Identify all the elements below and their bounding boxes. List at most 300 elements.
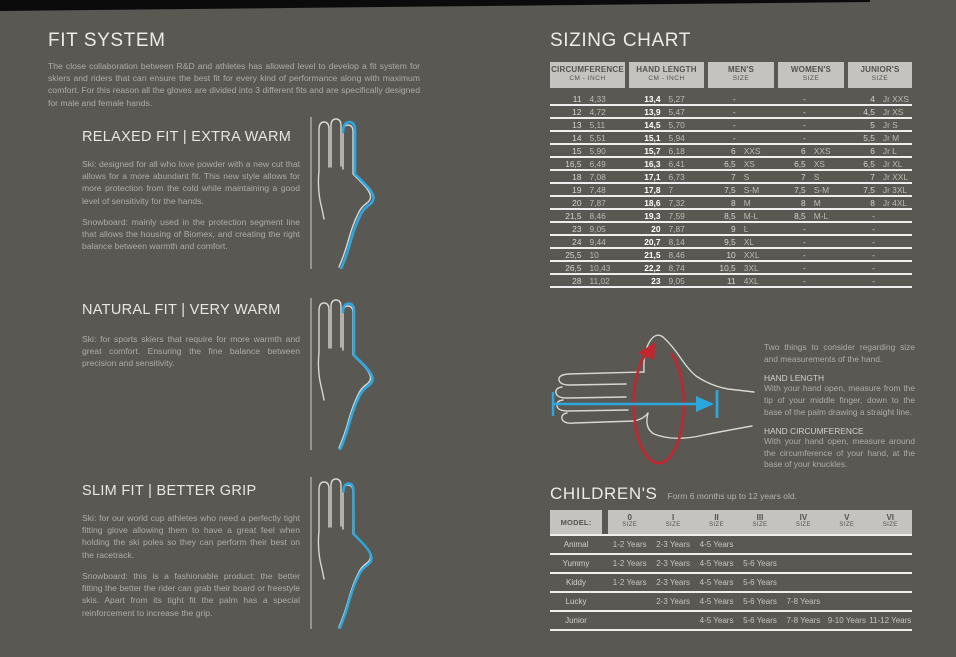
mens-size-cell xyxy=(708,171,774,182)
circumference-cell xyxy=(550,171,625,182)
circumference-cell xyxy=(550,184,625,195)
cell-label: 7 xyxy=(668,184,674,195)
cell-label: S xyxy=(813,171,820,182)
hand-length-cell xyxy=(629,262,704,273)
cell-label: XXS xyxy=(813,145,831,156)
natural-fit-ski-text: Ski: for sports skiers that require for more warmth and great comfort. Ensuring the fine balance between precision and sensitivity. xyxy=(82,334,300,369)
circumference-cell xyxy=(550,223,625,234)
mens-size-cell xyxy=(708,132,774,143)
sizing-table-row xyxy=(550,210,912,223)
header-size-column xyxy=(608,510,651,534)
juniors-size-cell xyxy=(848,106,912,117)
cell-value: 6 xyxy=(870,145,875,156)
model-name: Animal xyxy=(563,540,589,549)
age-range-cell xyxy=(869,578,912,587)
womens-size-cell xyxy=(778,223,844,234)
cell-label: 9,44 xyxy=(589,236,606,247)
cell-value: - xyxy=(732,106,736,117)
hand-circumference-arrow-icon xyxy=(634,342,684,463)
cell-value: - xyxy=(872,223,875,234)
cell-value: - xyxy=(872,262,875,273)
size-column-numeral: IV xyxy=(799,513,808,522)
circumference-cell xyxy=(550,275,625,286)
cell-value: 8,5 xyxy=(724,210,736,221)
womens-size-cell xyxy=(778,93,844,104)
mens-size-cell xyxy=(708,223,774,234)
age-range-cell: 1-2 Years xyxy=(612,559,647,568)
mens-size-cell xyxy=(708,106,774,117)
cell-value: - xyxy=(802,249,806,260)
childrens-table-row xyxy=(550,555,912,574)
cell-label: 7,87 xyxy=(589,197,606,208)
cell-value: 18 xyxy=(572,171,582,182)
cell-value: 7,5 xyxy=(724,184,736,195)
slim-fit-hand-icon xyxy=(305,477,377,629)
hand-length-cell xyxy=(629,171,704,182)
cell-label: XXS xyxy=(743,145,761,156)
cell-value: - xyxy=(802,93,806,104)
size-column-sub: SIZE xyxy=(752,522,768,528)
age-range-cell: 4-5 Years xyxy=(699,597,734,606)
juniors-size-cell xyxy=(848,210,912,221)
age-range-cell: 4-5 Years xyxy=(699,616,734,625)
cell-label: S xyxy=(743,171,750,182)
womens-size-cell xyxy=(778,262,844,273)
cell-value: 8,5 xyxy=(794,210,806,221)
cell-label: 9,05 xyxy=(668,275,685,286)
childrens-heading-row xyxy=(550,484,797,504)
cell-value: 9,5 xyxy=(724,236,736,247)
cell-value: 20 xyxy=(651,223,661,234)
header-size-column xyxy=(825,510,868,534)
cell-label: 4,33 xyxy=(589,93,606,104)
age-range-cell xyxy=(869,597,912,606)
cell-value: 21,5 xyxy=(644,249,661,260)
age-range-cell xyxy=(782,540,825,549)
header-hand-length: HAND LENGTH CM - INCH xyxy=(629,62,704,88)
cell-value: 8 xyxy=(870,197,875,208)
hand-length-cell xyxy=(629,236,704,247)
cell-label: Jr XS xyxy=(882,106,904,117)
sizing-table-row xyxy=(550,171,912,184)
cell-label: 11,02 xyxy=(589,275,610,286)
cell-value: 7 xyxy=(731,171,736,182)
size-column-sub: SIZE xyxy=(622,522,638,528)
mens-size-cell xyxy=(708,197,774,208)
age-range-cell: 9-10 Years xyxy=(827,616,866,625)
cell-label: 5,90 xyxy=(589,145,606,156)
cell-value: - xyxy=(802,262,806,273)
age-range-cell: 2-3 Years xyxy=(656,559,691,568)
cell-value: 24 xyxy=(572,236,582,247)
cell-label: 9,05 xyxy=(589,223,606,234)
cell-label: Jr XXS xyxy=(882,93,909,104)
cell-label: 7,08 xyxy=(589,171,606,182)
cell-label: 5,27 xyxy=(668,93,685,104)
sizing-table-header xyxy=(550,62,912,88)
cell-value: 23 xyxy=(572,223,582,234)
juniors-size-cell xyxy=(848,249,912,260)
model-name: Kiddy xyxy=(565,578,586,587)
cell-label: 4,72 xyxy=(589,106,606,117)
cell-label: XXL xyxy=(743,249,760,260)
hand-length-cell xyxy=(629,93,704,104)
womens-size-cell xyxy=(778,210,844,221)
cell-value: 25,5 xyxy=(565,249,582,260)
juniors-size-cell xyxy=(848,275,912,286)
size-column-numeral: 0 xyxy=(627,513,632,522)
cell-value: 22,2 xyxy=(644,262,661,273)
age-range-cell xyxy=(782,559,825,568)
hand-length-cell xyxy=(629,249,704,260)
cell-value: 6 xyxy=(731,145,736,156)
cell-label: 5,94 xyxy=(668,132,685,143)
cell-value: 15 xyxy=(572,145,582,156)
cell-value: 14,5 xyxy=(644,119,661,130)
hand-length-cell xyxy=(629,184,704,195)
age-range-cell xyxy=(825,597,868,606)
hand-length-cell xyxy=(629,223,704,234)
cell-label: M-L xyxy=(743,210,759,221)
cell-label: 6,49 xyxy=(589,158,606,169)
cell-value: 13 xyxy=(572,119,582,130)
circumference-cell xyxy=(550,93,625,104)
childrens-table-header xyxy=(550,510,912,536)
cell-label: 6,41 xyxy=(668,158,685,169)
cell-value: 11 xyxy=(572,93,582,104)
mens-size-cell xyxy=(708,145,774,156)
sizing-table-row xyxy=(550,223,912,236)
juniors-size-cell xyxy=(848,184,912,195)
natural-fit-title: NATURAL FIT | VERY WARM xyxy=(82,302,281,318)
size-column-numeral: I xyxy=(672,513,675,522)
cell-label: 8,74 xyxy=(668,262,685,273)
age-range-cell: 1-2 Years xyxy=(612,540,647,549)
mens-size-cell xyxy=(708,236,774,247)
cell-label: 4XL xyxy=(743,275,759,286)
circumference-cell xyxy=(550,158,625,169)
mens-size-cell xyxy=(708,262,774,273)
cell-value: 7,5 xyxy=(794,184,806,195)
cell-value: - xyxy=(802,132,806,143)
juniors-size-cell xyxy=(848,132,912,143)
age-range-cells xyxy=(608,540,912,549)
cell-value: 8 xyxy=(801,197,806,208)
age-range-cell xyxy=(825,559,868,568)
age-range-cell: 5-6 Years xyxy=(743,559,777,568)
cell-value: 6,5 xyxy=(724,158,736,169)
cell-value: - xyxy=(732,132,736,143)
age-range-cells xyxy=(608,597,912,606)
header-size-column xyxy=(738,510,781,534)
cell-value: 17,8 xyxy=(644,184,661,195)
cell-label: 10,43 xyxy=(589,262,611,273)
circumference-cell xyxy=(550,249,625,260)
circumference-cell xyxy=(550,210,625,221)
cell-value: 10,5 xyxy=(719,262,736,273)
juniors-size-cell xyxy=(848,223,912,234)
size-column-sub: SIZE xyxy=(882,522,898,528)
childrens-table-row xyxy=(550,612,912,631)
cell-value: 17,1 xyxy=(644,171,661,182)
cell-value: 16,3 xyxy=(644,158,661,169)
cell-value: - xyxy=(802,106,806,117)
hand-length-label: HAND LENGTH xyxy=(764,372,825,383)
age-range-cell: 4-5 Years xyxy=(699,578,734,587)
model-name: Junior xyxy=(565,616,587,625)
cell-value: 26,5 xyxy=(565,262,582,273)
cell-label: 10 xyxy=(589,249,599,260)
childrens-table-body xyxy=(550,536,912,631)
fit-system-title: FIT SYSTEM xyxy=(48,30,166,51)
cell-label: Jr S xyxy=(882,119,898,130)
sizing-table-row xyxy=(550,119,912,132)
womens-size-cell xyxy=(778,145,844,156)
age-range-cell xyxy=(825,540,868,549)
slim-fit-snowboard-text: Snowboard: this is a fashionable product; the better fitting the better the rider can grab their board or freestyle skis. Apart from its tight fit the palm has a special reinforcement to increase the grip. xyxy=(82,571,300,618)
cell-label: Jr 4XL xyxy=(882,197,908,208)
childrens-table-row xyxy=(550,536,912,555)
age-range-cells xyxy=(608,559,912,568)
cell-label: 3XL xyxy=(743,262,759,273)
circumference-cell xyxy=(550,236,625,247)
juniors-size-cell xyxy=(848,158,912,169)
age-range-cells xyxy=(608,578,912,587)
cell-label: 7,59 xyxy=(668,210,685,221)
mens-size-cell xyxy=(708,249,774,260)
age-range-cell xyxy=(869,559,912,568)
relaxed-fit-ski-text: Ski: designed for all who love powder with a new cut that allows for a more abundant fit. This new style allows for more protection from the cold while maintaining a good level of sensitivity for the hands. xyxy=(82,159,300,206)
cell-value: 13,9 xyxy=(644,106,661,117)
circumference-cell xyxy=(550,106,625,117)
slim-fit-ski-text: Ski: for our world cup athletes who need a perfectly tight fitting glove allowing them to have a great feel when holding the ski poles so they can perform their best on the racetrack. xyxy=(82,513,300,560)
sizing-table-row xyxy=(550,158,912,171)
cell-label: Jr 3XL xyxy=(882,184,908,195)
cell-label: 5,11 xyxy=(589,119,606,130)
header-circumference: CIRCUMFERENCE CM - INCH xyxy=(550,62,625,88)
juniors-size-cell xyxy=(848,262,912,273)
hand-measurement-diagram xyxy=(546,328,760,474)
circumference-cell xyxy=(550,197,625,208)
hand-length-cell xyxy=(629,106,704,117)
sizing-table-row xyxy=(550,132,912,145)
age-range-cell xyxy=(608,616,651,625)
age-range-cell: 1-2 Years xyxy=(612,578,647,587)
relaxed-fit-snowboard-text: Snowboard: mainly used in the protection segment line that allows the housing of Biomex, and creating the right balance between warmth and comfort. xyxy=(82,217,300,252)
size-column-sub: SIZE xyxy=(665,522,681,528)
juniors-size-cell xyxy=(848,119,912,130)
juniors-size-cell xyxy=(848,171,912,182)
sizing-table-row xyxy=(550,184,912,197)
age-range-cell: 5-6 Years xyxy=(743,616,777,625)
cell-value: 7 xyxy=(870,171,875,182)
mens-size-cell xyxy=(708,93,774,104)
hand-length-cell xyxy=(629,158,704,169)
size-column-sub: SIZE xyxy=(709,522,725,528)
sizing-table-row xyxy=(550,93,912,106)
cell-value: 10 xyxy=(726,249,736,260)
cell-label: S-M xyxy=(743,184,760,195)
cell-value: - xyxy=(872,210,875,221)
cell-value: 8 xyxy=(731,197,736,208)
header-size-column xyxy=(782,510,825,534)
cell-value: 15,1 xyxy=(644,132,661,143)
slim-fit-title: SLIM FIT | BETTER GRIP xyxy=(82,483,257,499)
age-range-cell xyxy=(651,616,694,625)
cell-label: XL xyxy=(743,236,754,247)
cell-value: 14 xyxy=(572,132,582,143)
cell-value: - xyxy=(732,93,736,104)
sizing-table-body xyxy=(550,93,912,288)
cell-value: 18,6 xyxy=(644,197,661,208)
cell-value: 6,5 xyxy=(863,158,875,169)
age-range-cell: 11-12 Years xyxy=(869,616,912,625)
circumference-cell xyxy=(550,119,625,130)
cell-value: 20 xyxy=(572,197,582,208)
cell-label: XS xyxy=(743,158,755,169)
cell-value: 19,3 xyxy=(644,210,661,221)
sizing-chart-table xyxy=(550,62,912,288)
cell-value: 6 xyxy=(801,145,806,156)
womens-size-cell xyxy=(778,158,844,169)
header-mens-size: MEN'S SIZE xyxy=(708,62,774,88)
cell-value: 21,5 xyxy=(565,210,582,221)
age-range-cells xyxy=(608,616,912,625)
size-column-numeral: VI xyxy=(886,513,895,522)
sizing-table-row xyxy=(550,249,912,262)
sizing-table-row xyxy=(550,145,912,158)
sizing-table-row xyxy=(550,275,912,288)
cell-label: 5,51 xyxy=(589,132,606,143)
mens-size-cell xyxy=(708,210,774,221)
cell-label: S-M xyxy=(813,184,830,195)
cell-label: Jr L xyxy=(882,145,897,156)
womens-size-cell xyxy=(778,275,844,286)
cell-value: 6,5 xyxy=(794,158,806,169)
age-range-cell: 2-3 Years xyxy=(656,578,691,587)
cell-label: 5,47 xyxy=(668,106,685,117)
cell-label: 8,46 xyxy=(668,249,685,260)
cell-value: 12 xyxy=(572,106,582,117)
cell-label: 6,73 xyxy=(668,171,685,182)
model-name: Yummy xyxy=(562,559,590,568)
size-column-sub: SIZE xyxy=(839,522,855,528)
cell-value: 7 xyxy=(801,171,806,182)
cell-label: M xyxy=(743,197,751,208)
womens-size-cell xyxy=(778,171,844,182)
cell-label: Jr XL xyxy=(882,158,903,169)
cell-label: 8,46 xyxy=(589,210,606,221)
cell-value: 5 xyxy=(870,119,875,130)
age-range-cell: 5-6 Years xyxy=(743,597,777,606)
header-juniors-size: JUNIOR'S SIZE xyxy=(848,62,912,88)
header-womens-size: WOMEN'S SIZE xyxy=(778,62,844,88)
hand-circumference-label: HAND CIRCUMFERENCE xyxy=(764,425,864,436)
hand-length-cell xyxy=(629,197,704,208)
age-range-cell xyxy=(869,540,912,549)
cell-value: - xyxy=(802,236,806,247)
cell-value: 19 xyxy=(572,184,582,195)
sizing-table-row xyxy=(550,262,912,275)
juniors-size-cell xyxy=(848,93,912,104)
hand-length-cell xyxy=(629,119,704,130)
age-range-cell: 2-3 Years xyxy=(656,597,691,606)
age-range-cell: 7-8 Years xyxy=(786,597,821,606)
size-column-sub: SIZE xyxy=(795,522,811,528)
relaxed-fit-hand-icon xyxy=(305,117,377,269)
mens-size-cell xyxy=(708,158,774,169)
cell-label: M-L xyxy=(813,210,829,221)
womens-size-cell xyxy=(778,236,844,247)
fit-system-intro: The close collaboration between R&D and athletes has allowed level to develop a fit system for skiers and riders that can ensure the best fit for every kind of performance along with maximum comfort. For this reason all the gloves are divided into 3 different fits and are specifically designed for male and female hands. xyxy=(48,61,420,108)
hand-length-cell xyxy=(629,145,704,156)
age-range-cell: 4-5 Years xyxy=(699,540,734,549)
age-range-cell xyxy=(738,540,781,549)
cell-value: 5,5 xyxy=(863,132,875,143)
size-column-numeral: II xyxy=(714,513,719,522)
cell-label: 6,18 xyxy=(668,145,685,156)
cell-label: 8,14 xyxy=(668,236,685,247)
cell-value: 16,5 xyxy=(565,158,582,169)
cell-label: 7,87 xyxy=(668,223,685,234)
cell-value: - xyxy=(802,119,806,130)
cell-value: 13,4 xyxy=(644,93,661,104)
sizing-table-row xyxy=(550,106,912,119)
age-range-cell: 5-6 Years xyxy=(743,578,777,587)
womens-size-cell xyxy=(778,132,844,143)
womens-size-cell xyxy=(778,249,844,260)
womens-size-cell xyxy=(778,184,844,195)
header-size-column xyxy=(651,510,694,534)
womens-size-cell xyxy=(778,197,844,208)
age-range-cell xyxy=(825,578,868,587)
cell-label: M xyxy=(813,197,821,208)
sizing-table-row xyxy=(550,197,912,210)
age-range-cell xyxy=(782,578,825,587)
juniors-size-cell xyxy=(848,236,912,247)
cell-label: Jr M xyxy=(882,132,900,143)
cell-value: 4,5 xyxy=(863,106,875,117)
cell-value: 20,7 xyxy=(644,236,661,247)
cell-value: - xyxy=(872,249,875,260)
measurement-intro: Two things to consider regarding size and measurements of the hand. xyxy=(764,342,915,364)
cell-value: 7,5 xyxy=(863,184,875,195)
childrens-subtitle: Form 6 months up to 12 years old. xyxy=(667,491,797,501)
sizing-table-row xyxy=(550,236,912,249)
juniors-size-cell xyxy=(848,145,912,156)
hand-length-text: With your hand open, measure from the tip of your middle finger, down to the base of the palm drawing a straight line. xyxy=(764,382,915,417)
size-column-numeral: III xyxy=(756,513,764,522)
mens-size-cell xyxy=(708,119,774,130)
cell-label: 5,70 xyxy=(668,119,685,130)
childrens-table-row xyxy=(550,574,912,593)
age-range-cell: 4-5 Years xyxy=(699,559,734,568)
juniors-size-cell xyxy=(848,197,912,208)
age-range-cell: 7-8 Years xyxy=(786,616,821,625)
cell-value: 15,7 xyxy=(644,145,661,156)
age-range-cell: 2-3 Years xyxy=(656,540,691,549)
cell-value: 23 xyxy=(651,275,661,286)
mens-size-cell xyxy=(708,275,774,286)
sizing-chart-title: SIZING CHART xyxy=(550,30,691,51)
cell-value: - xyxy=(802,223,806,234)
cell-label: 7,32 xyxy=(668,197,685,208)
hand-length-cell xyxy=(629,210,704,221)
model-name: Lucky xyxy=(565,597,587,606)
header-size-column xyxy=(695,510,738,534)
cell-label: 7,48 xyxy=(589,184,606,195)
cell-value: 11 xyxy=(727,275,736,286)
